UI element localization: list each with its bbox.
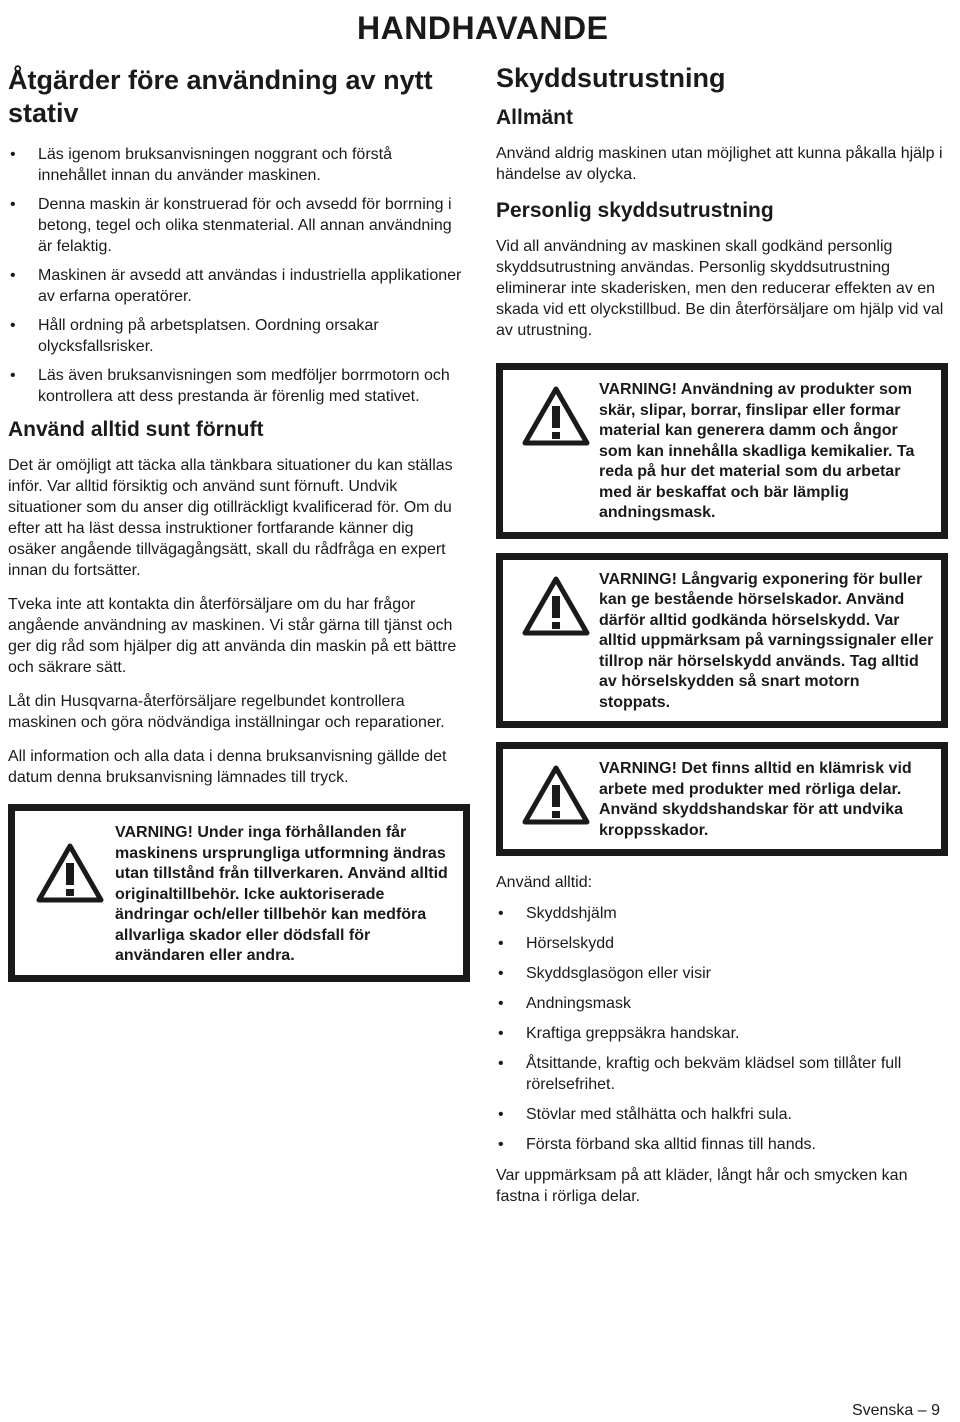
before-use-list [8, 144, 463, 407]
list-item: • Skyddsglasögon eller visir [496, 963, 948, 984]
left-column [8, 58, 463, 982]
paragraph: Använd aldrig maskinen utan möjlighet att kunna påkalla hjälp i händelse av olycka. [496, 145, 943, 183]
right-column [496, 58, 948, 1220]
list-item: • Åtsittande, kraftig och bekväm klädsel som tillåter full rörelsefrihet. [496, 1053, 948, 1095]
section-heading-before-use: Åtgärder före användning av nytt stativ [8, 65, 433, 128]
list-item: • Stövlar med stålhätta och halkfri sula. [496, 1104, 948, 1125]
closing-paragraph: Var uppmärksam på att kläder, långt hår och smycken kan fastna i rörliga delar. [496, 1167, 908, 1205]
warning-text: VARNING! Långvarig exponering för buller kan ge bestående hörselskador. Använd därför alltid godkända hörselskydd. Var alltid uppmärksam på varningssignaler eller tillrop när hörselskydd används. Tag alltid av hörselskydden så snart motorn stoppats. [599, 570, 934, 711]
list-item: • Maskinen är avsedd att användas i industriella applikationer av erfarna operatörer. [8, 265, 463, 307]
list-item: • Andningsmask [496, 993, 948, 1014]
paragraph: Vid all användning av maskinen skall godkänd personlig skyddsutrustning användas. Personlig skyddsutrustning eliminerar inte skaderisken, men den reducerar effekten av en skada vid ett olyckstillbud. Be din återförsäljare om hjälp vid val av utrustning. [496, 238, 944, 339]
section-heading-protective-equipment: Skyddsutrustning [496, 63, 726, 93]
warning-text: VARNING! Användning av produkter som skär, slipar, borrar, finslipar eller formar material kan generera damm och ångor som kan innehålla skadliga kemikalier. Ta reda på hur det material som du arbetar med är beskaffat och bär lämplig andningsmask. [599, 381, 915, 521]
warning-box-noise [496, 553, 948, 729]
list-item: • Denna maskin är konstruerad för och avsedd för borrning i betong, tegel och olika stenmaterial. All annan användning är felaktig. [8, 194, 463, 257]
page-footer: Svenska – 9 [851, 1402, 940, 1419]
subheading-general: Allmänt [496, 106, 574, 129]
warning-triangle-icon [25, 823, 115, 903]
list-item: • Håll ordning på arbetsplatsen. Oordning orsakar olycksfallsrisker. [8, 315, 463, 357]
paragraph: Tveka inte att kontakta din återförsäljare om du har frågor angående användning av maskinen. Vi står gärna till tjänst och ger dig råd som hjälper dig att använda din maskin på ett bättre och säkrare sätt. [8, 596, 457, 676]
use-always-label: Använd alltid: [496, 874, 593, 891]
warning-box-modification [8, 804, 470, 982]
warning-text: VARNING! Det finns alltid en klämrisk vid arbete med produkter med rörliga delar. Använd skyddshandskar för att undvika kroppsskador. [599, 760, 912, 839]
subheading-personal-equipment: Personlig skyddsutrustning [496, 199, 774, 222]
warning-triangle-icon [513, 759, 599, 825]
list-item: • Första förband ska alltid finnas till hands. [496, 1134, 948, 1155]
warning-text: VARNING! Under inga förhållanden får maskinens ursprungliga utformning ändras utan tillstånd från tillverkaren. Använd alltid originaltillbehör. Icke auktoriserade ändringar och/eller tillbehör kan medföra allvarliga skador eller dödsfall för användaren eller andra. [115, 824, 448, 964]
warning-triangle-icon [513, 380, 599, 446]
paragraph: All information och alla data i denna bruksanvisning gällde det datum denna bruksanvisning lämnades till tryck. [8, 748, 447, 786]
list-item: • Läs igenom bruksanvisningen noggrant och förstå innehållet innan du använder maskinen. [8, 144, 463, 186]
list-item: • Kraftiga greppsäkra handskar. [496, 1023, 948, 1044]
warning-triangle-icon [513, 570, 599, 636]
equipment-list [496, 903, 948, 1155]
list-item: • Skyddshjälm [496, 903, 948, 924]
list-item: • Läs även bruksanvisningen som medföljer borrmotorn och kontrollera att dess prestanda är förenlig med stativet. [8, 365, 463, 407]
paragraph: Det är omöjligt att täcka alla tänkbara situationer du kan ställas inför. Var alltid försiktig och använd sunt förnuft. Undvik situationer som du anser dig otillräckligt kvalificerad för. Om du efter att ha läst dessa instruktioner fortfarande känner dig osäker angående tillvägagångsätt, skall du rådfråga en expert innan du fortsätter. [8, 457, 453, 579]
page-header: HANDHAVANDE [357, 10, 609, 46]
warning-box-dust [496, 363, 948, 539]
subheading-common-sense: Använd alltid sunt förnuft [8, 418, 264, 441]
list-item: • Hörselskydd [496, 933, 948, 954]
warning-box-pinch [496, 742, 948, 856]
paragraph: Låt din Husqvarna-återförsäljare regelbundet kontrollera maskinen och göra nödvändiga inställningar och reparationer. [8, 693, 445, 731]
